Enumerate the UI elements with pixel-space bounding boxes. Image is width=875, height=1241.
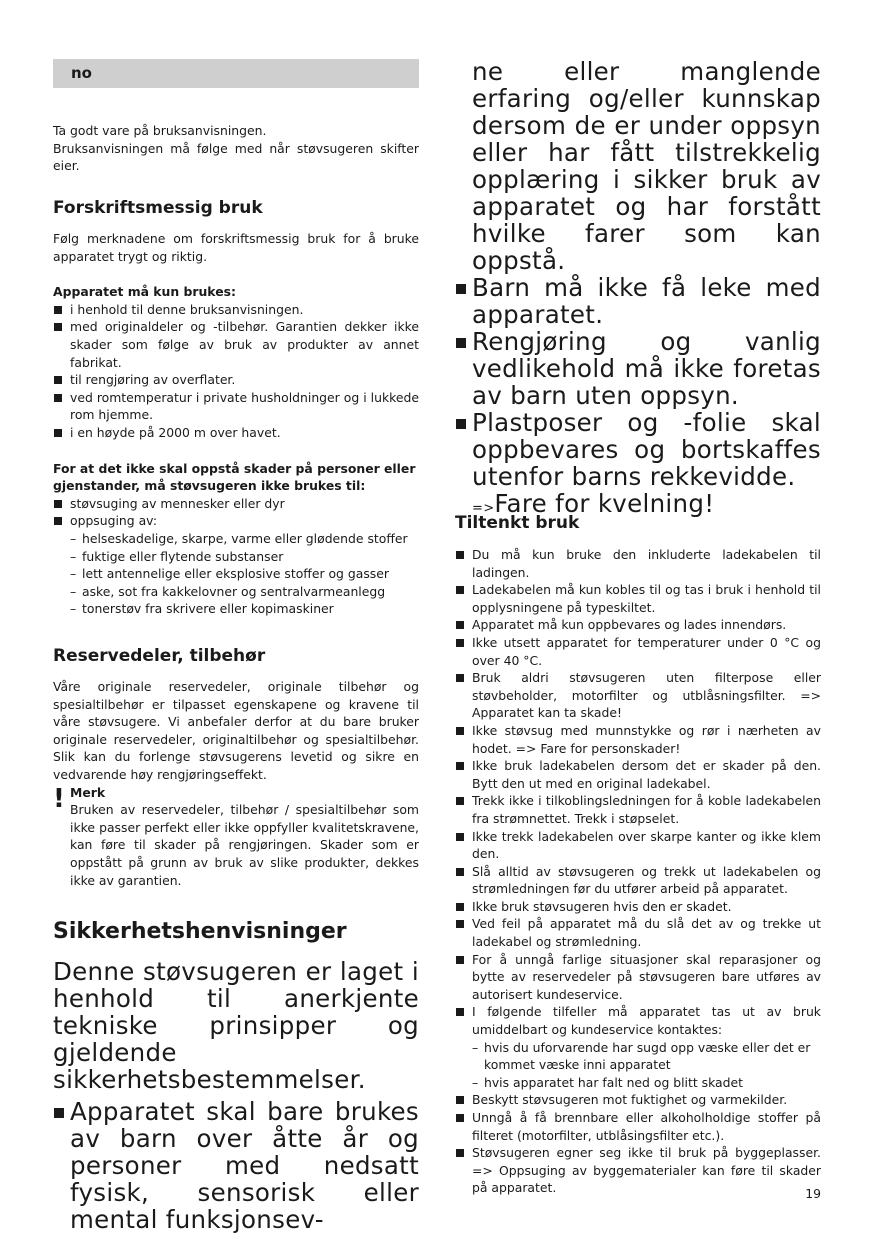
sub-list-item: – tonerstøv fra skrivere eller kopimaskiner — [70, 600, 419, 618]
arrow-icon: => — [472, 501, 495, 516]
safety-item: Barn må ikke få leke med apparatet. — [455, 274, 821, 328]
list-item: Ikke bruk støvsugeren hvis den er skadet. — [455, 898, 821, 916]
section-tiltenkt — [455, 512, 821, 1197]
safety-item-1-start: Apparatet skal bare brukes av barn over åtte år og personer med nedsatt fysisk, sensorisk eller mental funksjonsev- — [53, 1098, 419, 1233]
list-item: I følgende tilfeller må apparatet tas ut av bruk umiddelbart og kundeservice kontaktes: — [455, 1003, 821, 1038]
forskrift-heading: Forskriftsmessig bruk — [53, 198, 263, 218]
safety-intro: Denne støvsugeren er laget i henhold til anerkjente tekniske prinsipper og gjeldende sikkerhetsbestemmelser. — [53, 957, 419, 1094]
safety-heading: Sikkerhetshenvisninger — [53, 919, 347, 944]
sub-list-item: – aske, sot fra kakkelovner og sentralvarmeanlegg — [70, 583, 419, 601]
note-box — [53, 784, 419, 890]
section-forskrift — [53, 197, 419, 618]
section-reserve — [53, 645, 419, 889]
language-label: no — [71, 64, 92, 82]
language-label-bar — [53, 59, 419, 88]
list-item: Slå alltid av støvsugeren og trekk ut ladekabelen og strømledningen før du utfører arbeid på apparatet. — [455, 863, 821, 898]
list-item: ved romtemperatur i private husholdninger og i lukkede rom hjemme. — [53, 389, 419, 424]
sub-list-item: – helseskadelige, skarpe, varme eller glødende stoffer — [70, 530, 419, 548]
tiltenkt-list — [455, 546, 821, 1039]
tiltenkt-list-after — [455, 1091, 821, 1197]
only-use-heading: Apparatet må kun brukes: — [53, 284, 236, 300]
sub-list-item: – hvis apparatet har falt ned og blitt skadet — [472, 1074, 821, 1092]
safety-list-part2 — [455, 274, 821, 490]
tiltenkt-heading: Tiltenkt bruk — [455, 513, 580, 533]
list-item: Ladekabelen må kun kobles til og tas i bruk i henhold til opplysningene på typeskiltet. — [455, 581, 821, 616]
reserve-text: Våre originale reservedeler, originale tilbehør og spesialtilbehør er tilpasset egenskapene og kravene til våre støvsugere. Vi anbefaler derfor at du bare bruker originale reservedeler, originaltilbehør og spesialtilbehør. Slik kan du forlenge støvsugerens levetid og sikre en vedvarende høy rengjøringseffekt. — [53, 679, 419, 782]
choking-warning-text: Fare for kvelning! — [494, 489, 715, 518]
intro-line-2: Bruksanvisningen må følge med når støvsugeren skifter eier. — [53, 140, 419, 174]
list-item: For å unngå farlige situasjoner skal reparasjoner og bytte av reservedeler på støvsugeren bare utføres av autorisert kundeservice. — [455, 951, 821, 1004]
list-item: Beskytt støvsugeren mot fuktighet og varmekilder. — [455, 1091, 821, 1109]
list-item: til rengjøring av overflater. — [53, 371, 419, 389]
sub-list-item: – fuktige eller flytende substanser — [70, 548, 419, 566]
list-item: Støvsugeren egner seg ikke til bruk på byggeplasser. => Oppsuging av byggematerialer kan føre til skader på apparatet. — [455, 1144, 821, 1197]
safety-item: Plastposer og -folie skal oppbevares og bortskaffes utenfor barns rekkevidde. — [455, 409, 821, 490]
page-number: 19 — [805, 1186, 821, 1201]
list-item: med originaldeler og -tilbehør. Garantien dekker ikke skader som følge av bruk av produkter av annet fabrikat. — [53, 318, 419, 371]
list-item: støvsuging av mennesker eller dyr — [53, 495, 419, 513]
safety-list-part1 — [53, 1098, 419, 1233]
section-safety-right — [455, 58, 821, 522]
list-item: i en høyde på 2000 m over havet. — [53, 424, 419, 442]
list-item: Du må kun bruke den inkluderte ladekabelen til ladingen. — [455, 546, 821, 581]
intro — [53, 122, 419, 175]
not-use-list — [53, 495, 419, 530]
note-text: Bruken av reservedeler, tilbehør / spesialtilbehør som ikke passer perfekt eller ikke oppfyller kvalitetskravene, kan føre til skader på rengjøringen. Skader som er oppstått på grunn av bruk av slike produkter, dekkes ikke av garantien. — [70, 802, 419, 888]
only-use-list — [53, 301, 419, 442]
list-item: Apparatet må kun oppbevares og lades innendørs. — [455, 616, 821, 634]
list-item: Bruk aldri støvsugeren uten filterpose eller støvbeholder, motorfilter og utblåsningsfilter. => Apparatet kan ta skade! — [455, 669, 821, 722]
warning-exclamation-icon: ! — [53, 783, 65, 814]
list-item: Unngå å få brennbare eller alkoholholdige stoffer på filteret (motorfilter, utblåsingsfilter etc.). — [455, 1109, 821, 1144]
reserve-heading: Reservedeler, tilbehør — [53, 646, 266, 666]
list-item: Ikke støvsug med munnstykke og rør i nærheten av hodet. => Fare for personskader! — [455, 722, 821, 757]
list-item: Trekk ikke i tilkoblingsledningen for å koble ladekabelen fra strømnettet. Trekk i støpselet. — [455, 792, 821, 827]
note-title: Merk — [70, 784, 106, 800]
safety-item: Rengjøring og vanlig vedlikehold må ikke foretas av barn uten oppsyn. — [455, 328, 821, 409]
list-item: Ikke trekk ladekabelen over skarpe kanter og ikke klem den. — [455, 828, 821, 863]
safety-item-1-continued: ne eller manglende erfaring og/eller kunnskap dersom de er under oppsyn eller har fått tilstrekkelig opplæring i sikker bruk av apparatet og har forstått hvilke farer som kan oppstå. — [472, 57, 821, 275]
forskrift-text: Følg merknadene om forskriftsmessig bruk for å bruke apparatet trygt og riktig. — [53, 231, 419, 264]
list-item: Ikke bruk ladekabelen dersom det er skader på den. Bytt den ut med en original ladekabel. — [455, 757, 821, 792]
section-safety-left — [53, 918, 419, 1233]
tiltenkt-sublist — [455, 1039, 821, 1092]
sub-list-item: – hvis du uforvarende har sugd opp væske eller det er kommet væske inni apparatet — [472, 1039, 821, 1074]
intro-line-1: Ta godt vare på bruksanvisningen. — [53, 123, 267, 138]
list-item: Ved feil på apparatet må du slå det av og trekke ut ladekabel og strømledning. — [455, 915, 821, 950]
list-item: i henhold til denne bruksanvisningen. — [53, 301, 419, 319]
list-item: oppsuging av: — [53, 512, 419, 530]
not-use-heading: For at det ikke skal oppstå skader på personer eller gjenstander, må støvsugeren ikke brukes til: — [53, 460, 416, 494]
sub-list-item: – lett antennelige eller eksplosive stoffer og gasser — [70, 565, 419, 583]
not-use-sublist — [53, 530, 419, 618]
list-item: Ikke utsett apparatet for temperaturer under 0 °C og over 40 °C. — [455, 634, 821, 669]
